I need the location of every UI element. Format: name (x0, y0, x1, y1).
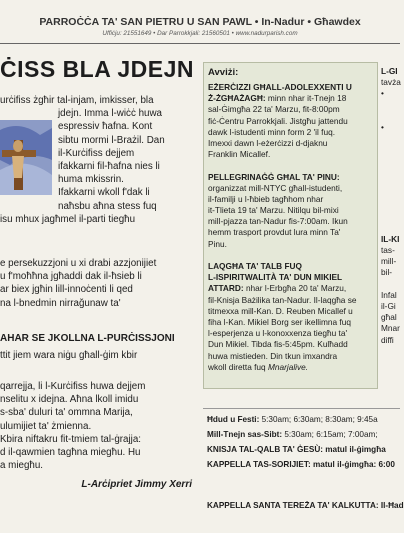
text-line: ttit jiem wara niġu għall-ġim kbir (0, 350, 138, 361)
notice-line: titmexxa mill-Kan. D. Reuben Micallef u (208, 305, 353, 316)
notice-line: fiha l-Kan. Mikiel Borg ser ikellimna fuq (208, 316, 351, 327)
schedule-row (207, 415, 378, 424)
schedule-row (207, 430, 378, 439)
right-column-line (381, 189, 400, 200)
notice-line: Franklin Micallef. (208, 149, 271, 160)
article-paragraph-2 (0, 257, 196, 310)
schedule-times: Il-Ħad (378, 501, 404, 510)
right-column-line: Infal (381, 289, 397, 300)
text-line: il-Kurċifiss dejjem (58, 147, 135, 159)
notice-line: Imexxi dawn l-eżerċizzi d-djaknu (208, 137, 328, 148)
notice-line: organizzat mill-NTYC għall-istudenti, (208, 182, 343, 193)
signature: L-Arċipriet Jimmy Xerri (81, 479, 192, 490)
notice-heading: Ż-ŻGĦAŻAGĦ: (208, 93, 266, 104)
right-column-line: għal (381, 312, 397, 323)
schedule-row (207, 460, 395, 469)
text-line: naħsbu aħna stess fuq (58, 200, 157, 212)
notice-line: L-ISPIRITWALITÀ TA' DUN MIKIEL (208, 272, 343, 283)
mass-schedule (203, 408, 404, 529)
article-subheading: AHAR SE JKOLLNA L-PURĊISSJONI (0, 333, 175, 344)
notice-heading: ATTARD: (208, 283, 244, 294)
schedule-times: 5:30am; 6:15am; 7:00am; (282, 430, 378, 439)
right-column-line: il-Gi (381, 300, 396, 311)
right-column-line: IL-KI (381, 233, 400, 244)
notice-line: sal-Ġimgħa 22 ta' Marzu, fit-8:00pm (208, 104, 340, 115)
notice-line: fiċ-Ċentru Parrokkjali. Jistgħu jattendu (208, 115, 348, 126)
notice-line: l-esperjenza u l-konoxxenza tiegħu ta' (208, 328, 348, 339)
text-line: a miegħu. (0, 460, 44, 472)
text-line: urċifiss żgħir tal-injam, imkisser, bla (0, 95, 154, 106)
mnarjalive-name: Mnarjalive. (267, 361, 309, 372)
notice-line: mill-pjazza tan-Nadur fis-7:00am. Ikun (208, 216, 348, 227)
text-line: ifakkarni fil-ħafna nies li (58, 160, 160, 172)
right-column-line (381, 156, 400, 167)
notices-text (208, 82, 374, 373)
schedule-label: KNISJA TAL-QALB TA' ĠESÙ: (207, 445, 323, 454)
schedule-times: 5:30am; 6:30am; 8:30am; 9:45a (259, 415, 378, 424)
notice-body: nhar l-Erbgħa 20 ta' Marzu, (243, 283, 347, 294)
right-column-line (381, 133, 400, 144)
parish-title: PARROĊĊA TA' SAN PIETRU U SAN PAWL • In-Nadur • Għawdex (39, 16, 361, 28)
schedule-label: KAPPELLA TAS-SORIJIET: (207, 460, 311, 469)
right-column-line (381, 200, 400, 211)
schedule-row (207, 445, 386, 454)
right-column-line: mill- (381, 256, 397, 267)
schedule-times: matul il-ġimgħa: 6:00 (310, 460, 395, 469)
text-line: ar biex jgħin lill-innoċenti li qed (0, 284, 133, 296)
notice-line (208, 283, 374, 294)
crucifix-photo (0, 120, 52, 195)
schedule-times: matul il-ġimgħa (322, 445, 386, 454)
schedule-row (207, 501, 404, 510)
right-column-line (381, 167, 400, 178)
right-column-line (381, 100, 400, 111)
schedule-label: Ħdud u Festi: (207, 415, 260, 424)
right-column-line: L-GI (381, 66, 398, 76)
notice-line: il-familji u l-ħbieb tagħhom nhar (208, 193, 324, 204)
right-column-line: bil- (381, 267, 393, 278)
right-column-line (381, 223, 400, 234)
notice-line: huwa mistieden. Din tkun imxandra (208, 350, 338, 361)
text-line: na l-bnedmin nirrağunaw ta' (0, 297, 121, 309)
parish-contact: Uffiċju: 21551649 • Dar Parrokkjali: 21560501 • www.nadurparish.com (102, 30, 298, 37)
text-line: isu mhux jagħmel il-parti tiegħu (0, 213, 136, 225)
article-paragraph-4 (0, 380, 196, 472)
notice-body: wkoll diretta fuq (208, 361, 268, 372)
article-title: ĊISS BLA JDEJN (0, 56, 195, 82)
page-header (0, 0, 400, 42)
text-line: s-sba' duluri ta' ommna Marija, (0, 407, 133, 419)
notice-line (208, 93, 374, 104)
notice-line (208, 160, 374, 171)
text-line: d il-qawmien tagħna miegħu. Hu (0, 446, 141, 458)
notice-line: Pinu. (208, 238, 227, 249)
text-line: espressiv ħafna. Kont (58, 121, 153, 133)
text-line: Ifakkarni wkoll f'dak li (58, 187, 150, 199)
right-column-line: • (381, 88, 384, 99)
notices-title: Avviżi: (208, 67, 239, 78)
right-column-line (381, 211, 400, 222)
notice-line: fil-Knisja Bażilika tan-Nadur. Il-laqgħa se (208, 294, 357, 305)
right-column-line (381, 279, 400, 290)
right-column-line: Mnar (381, 323, 400, 334)
text-line: huma mkissrin. (58, 174, 124, 186)
right-column-line (381, 144, 400, 155)
notice-line (208, 362, 374, 373)
right-column-line: tas- (381, 245, 395, 255)
right-column-line: tavża (381, 77, 401, 88)
schedule-label: KAPPELLA SANTA TEREŻA TA' KALKUTTA: (207, 501, 379, 510)
notice-line: LAQGĦA TA' TALB FUQ (208, 261, 302, 271)
text-line: qarrejja, li l-Kurċifiss huwa dejjem (0, 381, 146, 392)
right-column-line (381, 178, 400, 189)
text-line: e persekuzzjoni u xi drabi azzjonijiet (0, 258, 157, 269)
notice-body: minn nhar it-Tnejn 18 (265, 93, 347, 104)
article-paragraph-3 (0, 349, 196, 362)
right-column-line: • (381, 121, 384, 132)
notice-line: EŻERĊIZZI GĦALL-ADOLEXXENTI U (208, 82, 352, 92)
right-column-text (381, 66, 400, 346)
notice-line: dawk l-istudenti minn form 2 'il fuq. (208, 126, 336, 137)
notice-line: hemm trasport provdut lura minn Ta' (208, 227, 341, 238)
notice-line: it-Tlieta 19 ta' Marzu. Nitilqu bil-mixi (208, 205, 339, 216)
text-line: nselitu x idejna. Aħna lkoll imidu (0, 394, 139, 406)
notice-line: PELLEGRINAĠĠ GĦAL TA' PINU: (208, 171, 340, 182)
notice-line: Dun Mikiel. Tibda fis-5:45pm. Kulħadd (208, 339, 348, 350)
text-line: Kbira niftakru fit-tmiem tal-ġrajja: (0, 433, 142, 445)
notices-box (203, 62, 378, 389)
right-column-line: diffi (381, 334, 394, 345)
text-line: jdejn. Imma l-wiċċ huwa (58, 108, 162, 120)
header-divider (0, 43, 400, 44)
text-line: u f'moħħna jgħaddi dak il-ħsieb li (0, 271, 142, 283)
right-column-line (381, 111, 400, 122)
notice-line (208, 250, 374, 261)
schedule-label: Mill-Tnejn sas-Sibt: (207, 430, 283, 439)
text-line: ulumijiet ta' żmienna. (0, 420, 92, 432)
text-line: sibtu mormi l-Brażil. Dan (58, 134, 165, 146)
